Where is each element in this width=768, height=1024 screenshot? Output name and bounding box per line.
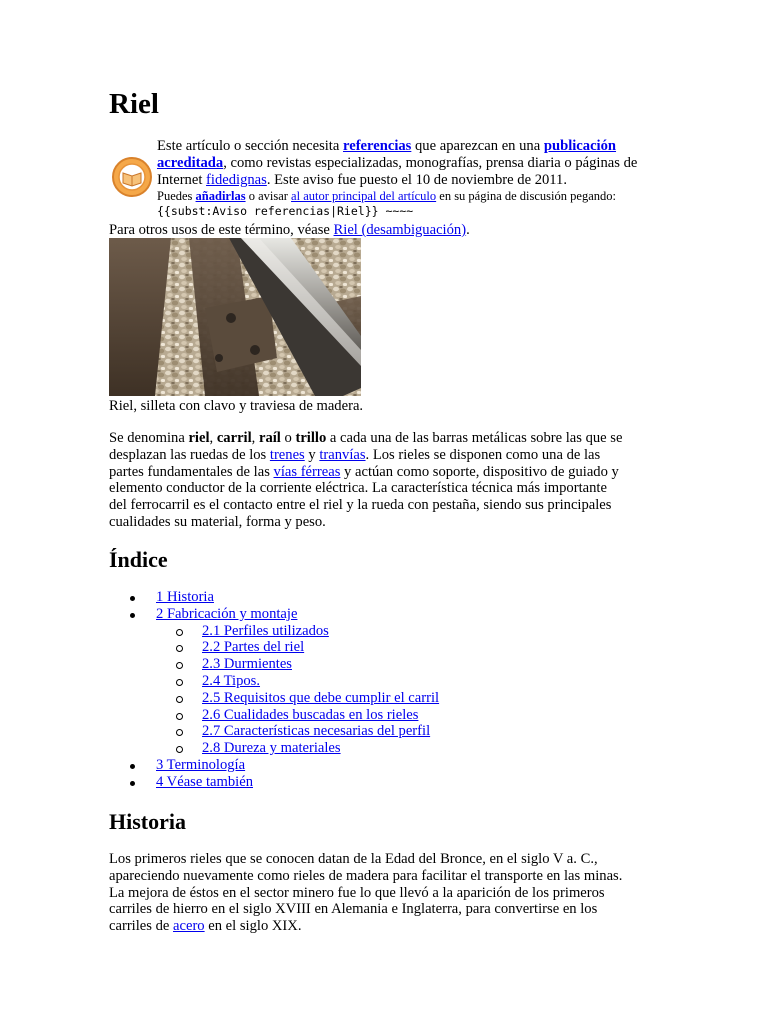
link-trenes[interactable]: trenes bbox=[269, 446, 305, 463]
toc-item bbox=[109, 639, 439, 656]
rail-photo bbox=[109, 238, 361, 396]
bullet-icon bbox=[130, 596, 135, 601]
circle-bullet-icon bbox=[176, 645, 183, 652]
link-vias-ferreas[interactable]: vías férreas bbox=[273, 463, 341, 480]
toc-link[interactable]: 2.1 Perfiles utilizados bbox=[202, 622, 329, 639]
circle-bullet-icon bbox=[176, 729, 183, 736]
toc-link[interactable]: 2.5 Requisitos que debe cumplir el carril bbox=[202, 689, 440, 706]
link-acero[interactable]: acero bbox=[173, 918, 205, 935]
notice-instructions: Puedes añadirlas o avisar al autor principal del artículo en su página de discusión pegando: bbox=[157, 189, 616, 203]
link-tranvias[interactable]: tranvías bbox=[319, 446, 366, 463]
toc-link[interactable]: 1 Historia bbox=[156, 589, 214, 605]
historia-paragraph: Los primeros rieles que se conocen datan de la Edad del Bronce, en el siglo V a. C., apareciendo nuevamente como rieles de madera para facilitar el transporte en las minas. La mejora de éstos en el sector minero fue lo que llevó a la aparición de los primeros carriles de hierro en el siglo XVIII en Alemania e Inglaterra, para convertirse en los carriles de acero en el siglo XIX. bbox=[109, 851, 623, 935]
toc-item bbox=[109, 673, 439, 690]
circle-bullet-icon bbox=[176, 662, 183, 669]
toc-link[interactable]: 2 Fabricación y montaje bbox=[156, 605, 298, 622]
toc-item bbox=[109, 707, 439, 724]
toc-link[interactable]: 2.8 Dureza y materiales bbox=[202, 740, 341, 757]
toc-link[interactable]: 4 Véase también bbox=[156, 773, 253, 790]
notice-template-code: {{subst:Aviso referencias|Riel}} ~~~~ bbox=[157, 204, 414, 218]
historia-heading: Historia bbox=[109, 809, 186, 834]
link-publicacion-acreditada[interactable]: publicación acreditada bbox=[157, 138, 617, 171]
toc-item bbox=[109, 774, 439, 791]
toc-link[interactable]: 2.4 Tipos. bbox=[202, 672, 261, 689]
circle-bullet-icon bbox=[176, 696, 183, 703]
toc-item bbox=[109, 656, 439, 673]
toc-link[interactable]: 2.3 Durmientes bbox=[202, 656, 292, 673]
toc-link[interactable]: 3 Terminología bbox=[156, 756, 246, 773]
disambiguation-note: Para otros usos de este término, véase Riel (desambiguación). bbox=[109, 222, 470, 238]
link-riel-desambiguacion[interactable]: Riel (desambiguación) bbox=[333, 222, 467, 238]
book-icon bbox=[111, 156, 153, 198]
intro-paragraph: Se denomina riel, carril, raíl o trillo a cada una de las barras metálicas sobre las que se desplazan las ruedas de los trenes y tranvías. Los rieles se disponen como una de las partes fundamentales de las vías férreas y actúan como soporte, dispositivo de guiado y elemento conductor de la corriente eléctrica. La característica técnica más importante del ferrocarril es el contacto entre el riel y la rueda con pestaña, siendo sus principales cualidades su material, forma y peso. bbox=[109, 430, 623, 530]
circle-bullet-icon bbox=[176, 629, 183, 636]
toc-item bbox=[109, 690, 439, 707]
toc-heading: Índice bbox=[109, 547, 168, 572]
link-autor-principal[interactable]: al autor principal del artículo bbox=[291, 189, 437, 203]
image-caption: Riel, silleta con clavo y traviesa de madera. bbox=[109, 398, 364, 414]
toc-item bbox=[109, 757, 439, 774]
bullet-icon bbox=[130, 781, 135, 786]
link-referencias[interactable]: referencias bbox=[343, 138, 412, 154]
toc-item bbox=[109, 723, 439, 740]
circle-bullet-icon bbox=[176, 679, 183, 686]
link-fidedignas[interactable]: fidedignas bbox=[206, 171, 267, 188]
notice-text: Este artículo o sección necesita referencias que aparezcan en una publicación acreditada, como revistas especializadas, monografías, prensa diaria o páginas de Internet fidedignas. Este aviso fue puesto el 10 de noviembre de 2011. bbox=[157, 138, 638, 188]
table-of-contents bbox=[109, 589, 439, 791]
circle-bullet-icon bbox=[176, 713, 183, 720]
toc-item bbox=[109, 606, 439, 623]
toc-link[interactable]: 2.6 Cualidades buscadas en los rieles bbox=[202, 706, 419, 723]
references-notice bbox=[109, 138, 669, 220]
bullet-icon bbox=[130, 764, 135, 769]
toc-item bbox=[109, 623, 439, 640]
bullet-icon bbox=[130, 613, 135, 618]
toc-item bbox=[109, 589, 439, 606]
link-anadirlas[interactable]: añadirlas bbox=[195, 189, 246, 203]
toc-link[interactable]: 2.7 Características necesarias del perfil bbox=[202, 723, 431, 740]
toc-link[interactable]: 2.2 Partes del riel bbox=[202, 639, 305, 656]
toc-item bbox=[109, 740, 439, 757]
page-title: Riel bbox=[109, 88, 159, 120]
circle-bullet-icon bbox=[176, 746, 183, 753]
